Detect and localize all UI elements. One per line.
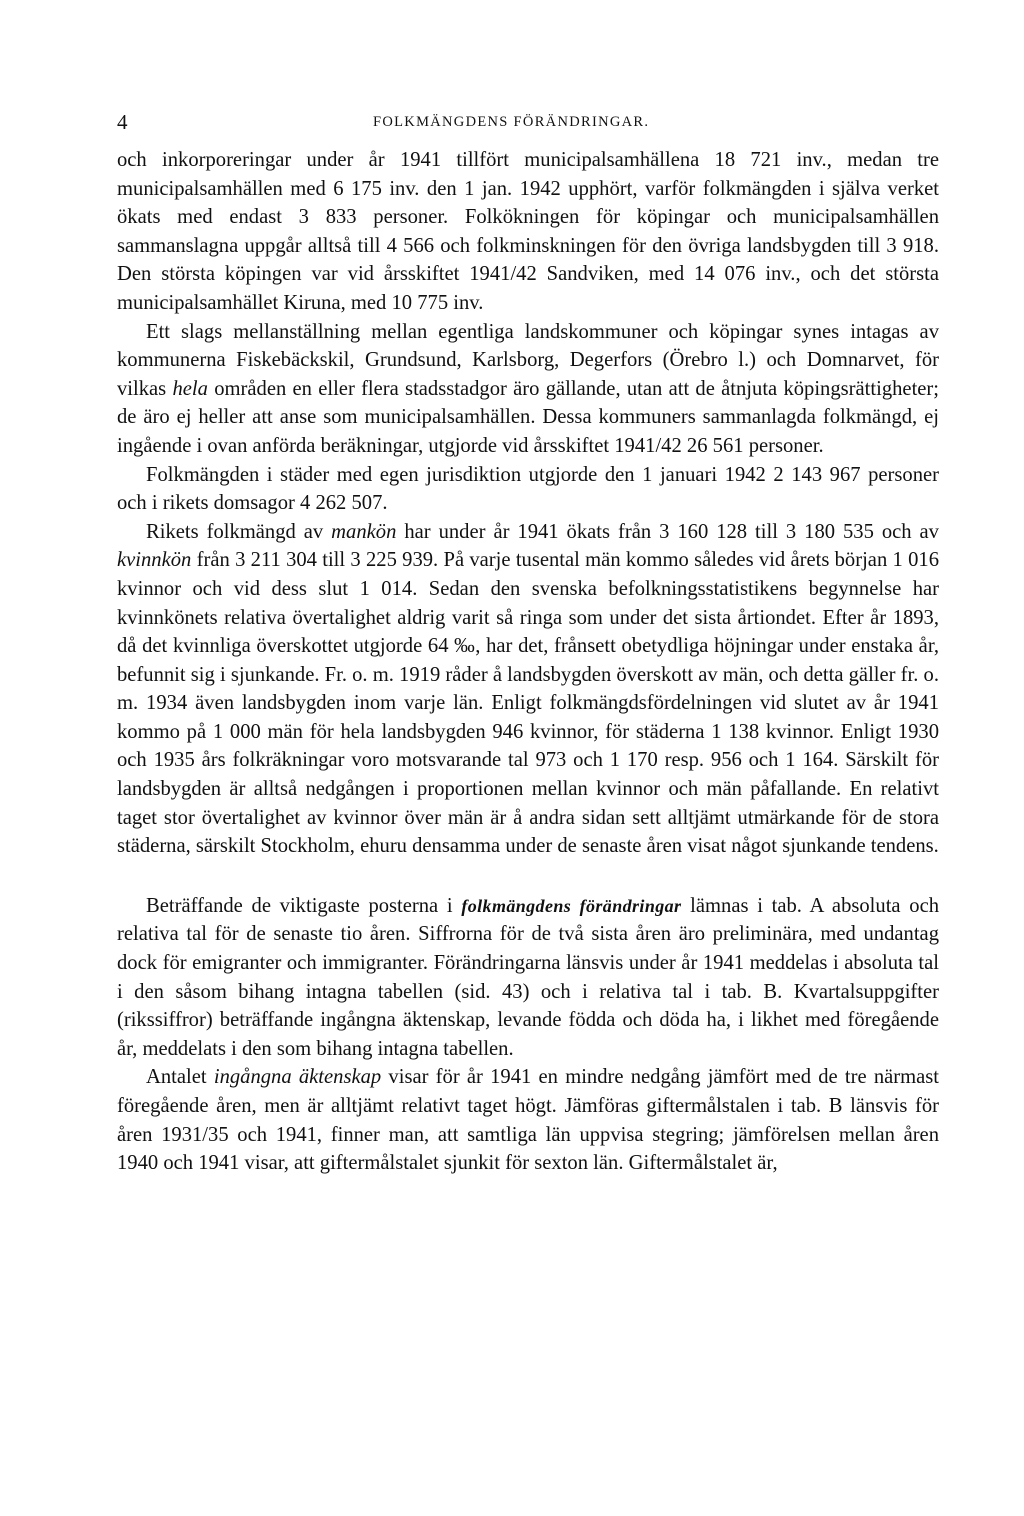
paragraph-1: och inkorporeringar under år 1941 tillfört municipalsamhällena 18 721 inv., medan tre municipalsamhällen med 6 175 inv. den 1 jan. 1942 upphört, varför folkmängden i själva verket ökats med endast 3 833 personer. Folkökningen för köpingar och municipalsamhällen sammanslagna uppgår alltså till 4 566 och folkminskningen för den övriga landsbygden till 3 918. Den största köpingen var vid årsskiftet 1941/42 Sandviken, med 14 076 inv., och det största municipalsamhället Kiruna, med 10 775 inv. (117, 149, 939, 314)
paragraph-6-text-a: Antalet (146, 1066, 214, 1089)
paragraph-2-text-a: Ett slags mellanställning mellan egentliga landskommuner och köpingar synes intagas av kommunerna Fiskebäckskil, Grundsund, Karlsborg, Degerfors (Örebro l.) och Domnarvet, för vilkas (117, 320, 939, 400)
paragraph-4-emphasis-kvinnkon: kvinnkön (117, 549, 192, 572)
paragraph-4-text-b: har under år 1941 ökats från 3 160 128 till 3 180 535 och av (396, 520, 939, 543)
paragraph-2-emphasis: hela (172, 377, 208, 400)
paragraph-3: Folkmängden i städer med egen jurisdiktion utgjorde den 1 januari 1942 2 143 967 personer och i rikets domsagor 4 262 507. (117, 463, 939, 515)
paragraph-5 (117, 892, 939, 1064)
paragraph-6-text-b: visar för år 1941 en mindre nedgång jämfört med de tre närmast föregående åren, men är alltjämt relativt taget högt. Jämföras giftermålstalen i tab. B länsvis för åren 1931/35 och 1941, finner man, att samtliga län uppvisa stegring; jämförelsen mellan åren 1940 och 1941 visar, att giftermålstalet sjunkit för sexton län. Giftermålstalet är, (117, 1066, 940, 1175)
page-number: 4 (117, 110, 128, 134)
paragraph-6-emphasis: ingångna äktenskap (213, 1066, 382, 1089)
section-gap (117, 861, 939, 892)
paragraph-5-text-a: Beträffande de viktigaste posterna i (146, 894, 462, 917)
paragraph-5-text-b: lämnas i tab. A absoluta och relativa tal för de senaste tio åren. Siffrorna för de två sista åren äro preliminära, med undantag dock för emigranter och immigranter. Förändringarna länsvis under år 1941 meddelas i absoluta tal i den såsom bihang intagna tabellen (sid. 43) och i relativa tal i tab. B. Kvartalsuppgifter (rikssiffror) beträffande ingångna äktenskap, levande födda och döda ha, i likhet med föregående år, meddelats i den som bihang intagna tabellen. (117, 894, 940, 1060)
paragraph-4-text-c: från 3 211 304 till 3 225 939. På varje tusental män kommo således vid årets början 1 016 kvinnor och vid dess slut 1 014. Sedan den svenska befolkningsstatistikens begynnelse har kvinnkönets relativa övertalighet aldrig varit så ringa som under det sista årtiondet. Efter år 1893, då det kvinnliga överskottet utgjorde 64 ‰, har det, frånsett obetydliga höjningar under enstaka år, befunnit sig i sjunkande. Fr. o. m. 1919 råder å landsbygden överskott av män, och detta gäller fr. o. m. 1934 även landsbygden inom varje län. Enligt folkmängdsfördelningen vid slutet av år 1941 kommo på 1 000 män för hela landsbygden 946 kvinnor, för städerna 1 138 kvinnor. Enligt 1930 och 1935 års folkräkningar voro motsvarande tal 973 och 1 170 resp. 956 och 1 164. Särskilt för landsbygden är alltså nedgången i proportionen mellan kvinnor och män påfallande. En relativt taget stor övertalighet av kvinnor över män är å andra sidan sett alltjämt utmärkande för de stora städerna, särskilt Stockholm, ehuru densamma under de senaste åren visat något sjunkande tendens. (117, 549, 939, 858)
running-title: FOLKMÄNGDENS FÖRÄNDRINGAR. (373, 114, 650, 130)
paragraph-4-emphasis-mankon: mankön (331, 520, 397, 543)
paragraph-4 (117, 518, 939, 861)
paragraph-6 (117, 1063, 939, 1177)
paragraph-5-emphasis: folkmängdens förändringar (461, 895, 682, 916)
page (117, 110, 939, 1178)
paragraph-2 (117, 318, 939, 461)
running-head (117, 110, 939, 140)
paragraph-2-text-b: områden en eller flera stadsstadgor äro gällande, utan att de åtnjuta köpingsrättigheter; de äro ej heller att anse som municipalsamhällen. Dessa kommuners sammanlagda folkmängd, ej ingående i ovan anförda beräkningar, utgjorde vid årsskiftet 1941/42 26 561 personer. (117, 377, 940, 457)
paragraph-4-text-a: Rikets folkmängd av (146, 520, 332, 543)
